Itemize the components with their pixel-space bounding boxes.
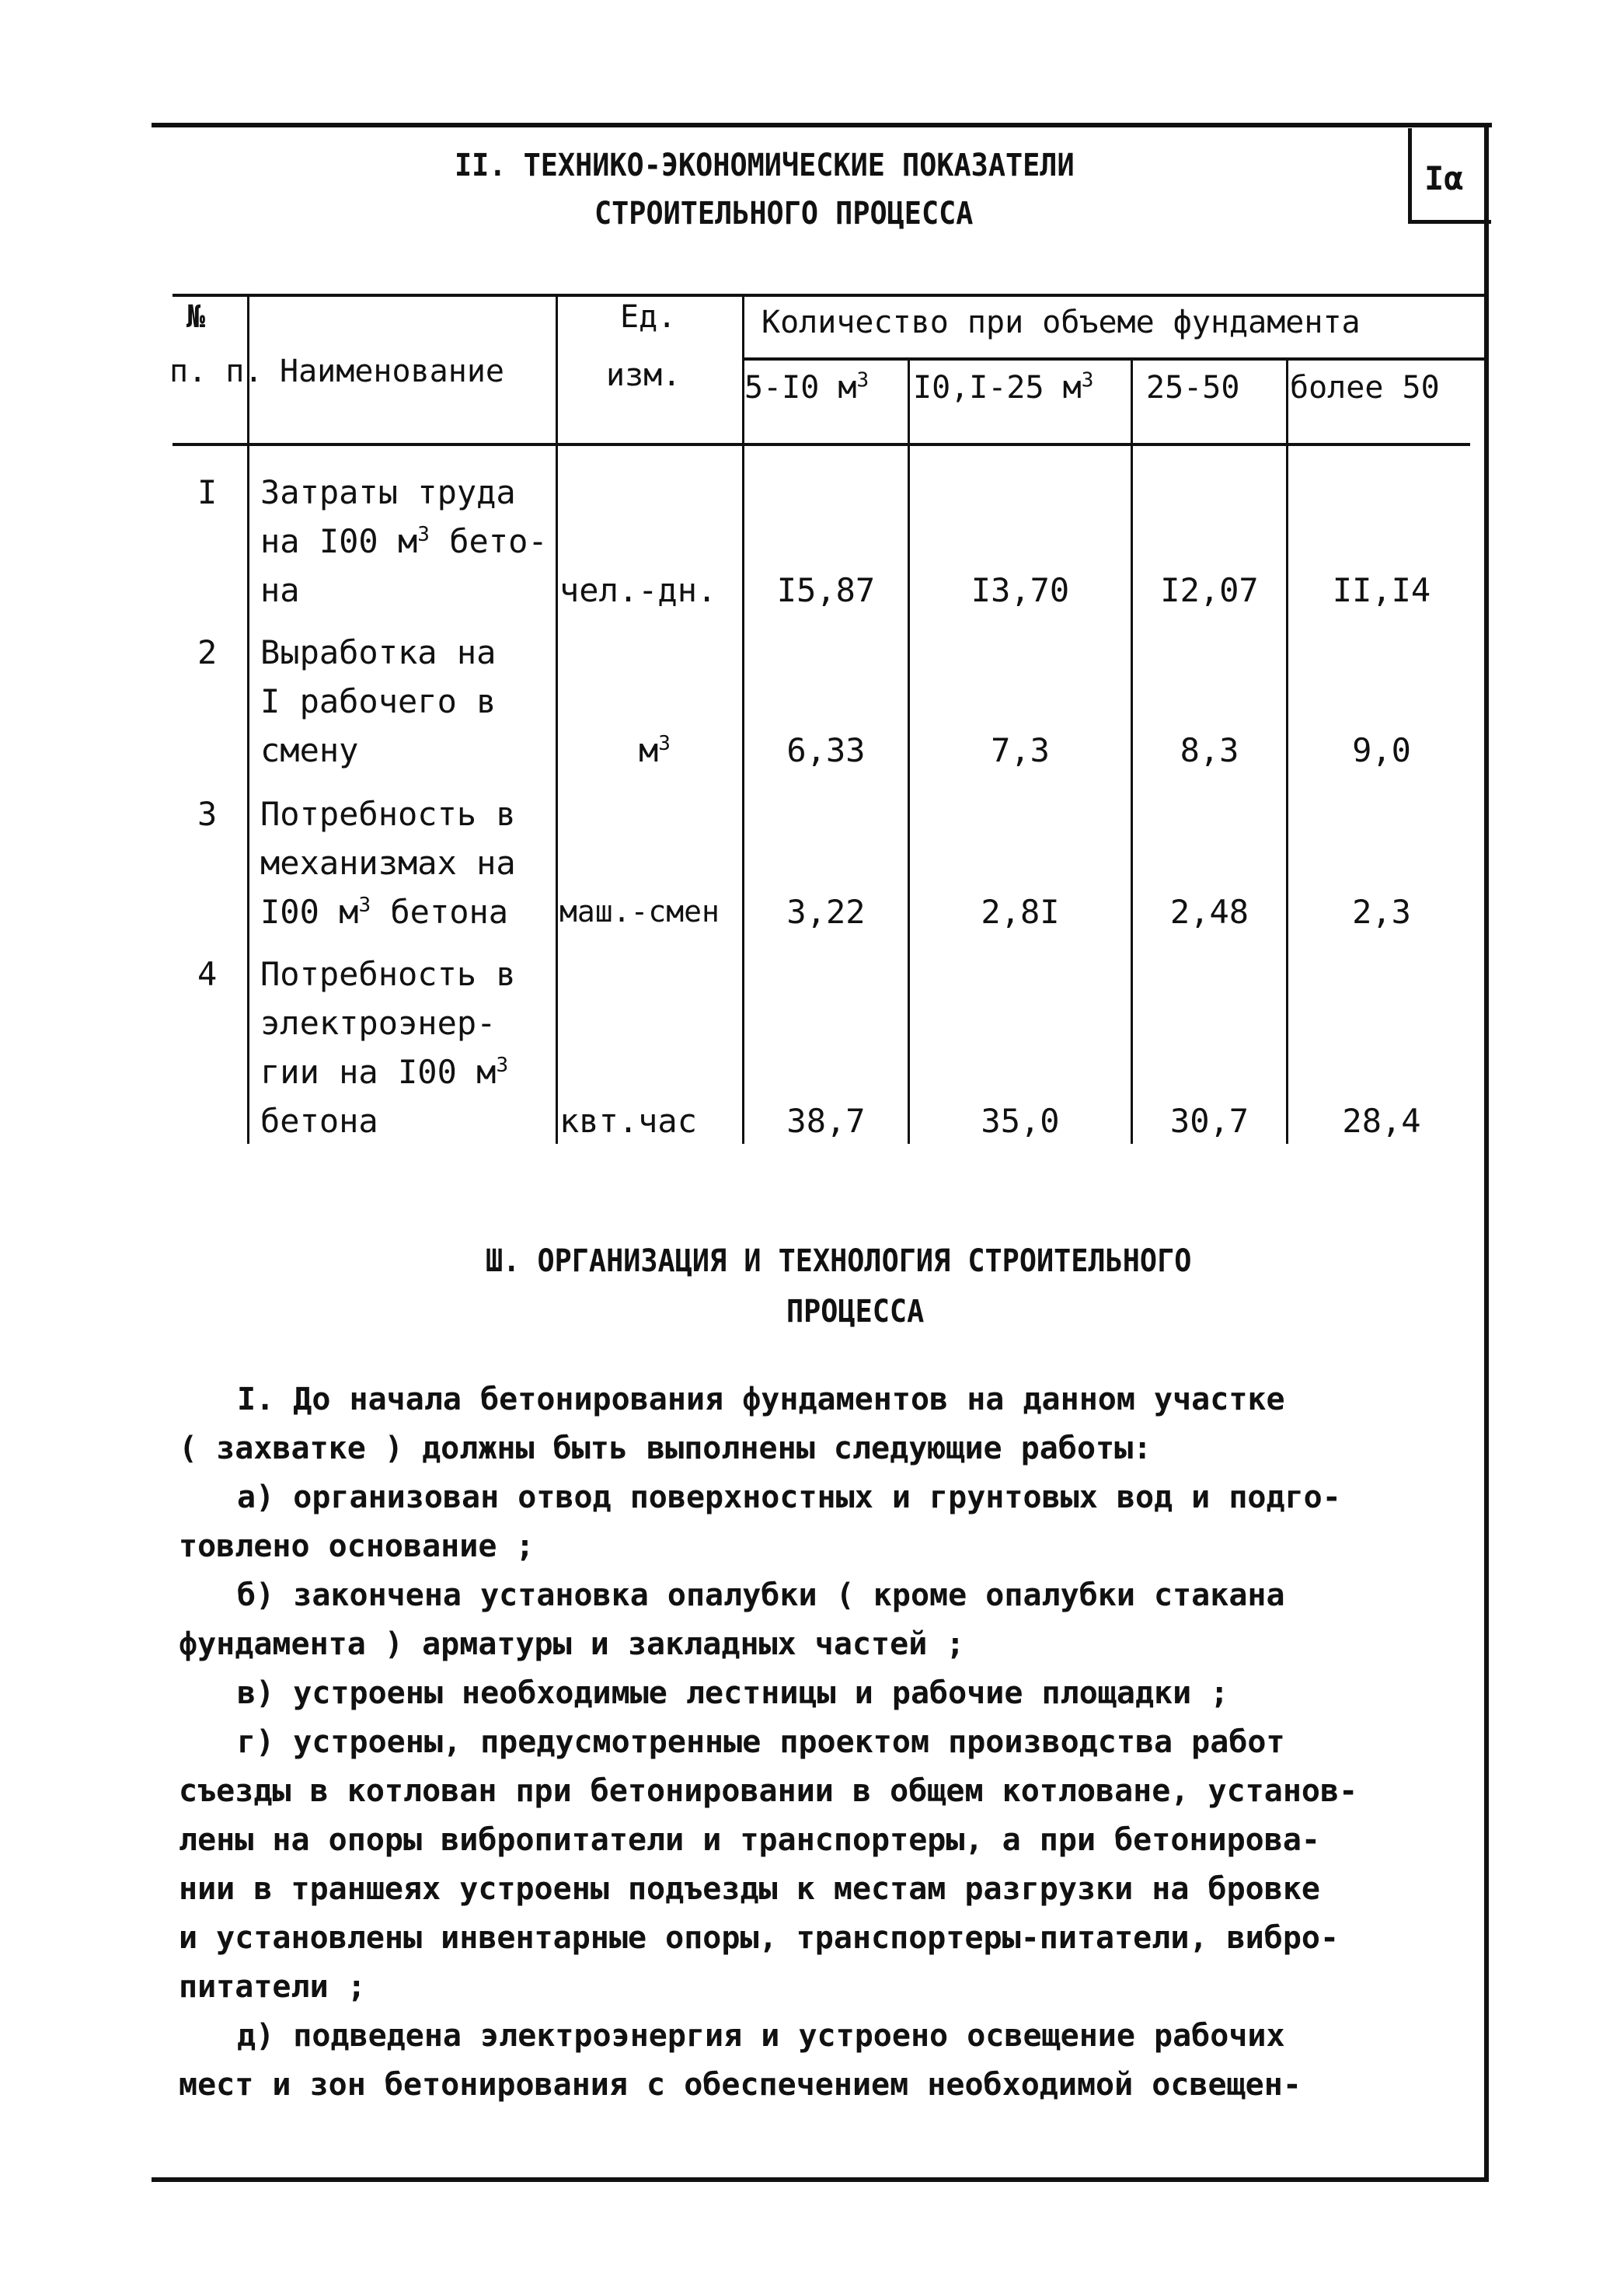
row-num: 2 xyxy=(197,633,218,671)
row-unit: квт.час xyxy=(559,1102,698,1140)
header-col4: более 50 xyxy=(1290,370,1440,406)
row-value: 28,4 xyxy=(1342,1102,1421,1140)
row-unit: маш.-смен xyxy=(559,894,720,929)
sheet-number: Iα xyxy=(1424,159,1464,197)
row-unit: чел.-дн. xyxy=(559,571,717,609)
section3-line: г) устроены, предусмотренные проектом производства работ xyxy=(237,1724,1285,1760)
row-num: 3 xyxy=(197,795,218,833)
section3-line: нии в траншеях устроены подъезды к местам разгрузки на бровке xyxy=(179,1871,1321,1907)
top-border xyxy=(152,123,1492,127)
row-value: 8,3 xyxy=(1180,731,1239,769)
section3-line: в) устроены необходимые лестницы и рабочие площадки ; xyxy=(237,1675,1229,1711)
row-value: II,I4 xyxy=(1332,571,1431,609)
row-value: I2,07 xyxy=(1160,571,1259,609)
row-value: 2,8I xyxy=(981,893,1060,931)
row-name-line: электроэнер- xyxy=(260,1004,497,1042)
section3-line: мест и зон бетонирования с обеспечением необходимой освещен- xyxy=(179,2067,1302,2103)
row-name-line: смену xyxy=(260,731,359,769)
row-num: I xyxy=(197,473,218,511)
section3-line: съезды в котлован при бетонировании в общем котловане, установ- xyxy=(179,1773,1358,1809)
col-rule-3 xyxy=(742,297,744,1144)
table-header-bottom-rule xyxy=(173,443,1470,446)
bottom-border xyxy=(152,2177,1488,2182)
row-value: 9,0 xyxy=(1352,731,1411,769)
row-value: I5,87 xyxy=(776,571,876,609)
col-rule-1 xyxy=(247,297,249,1144)
section3-line: а) организован отвод поверхностных и грунтовых вод и подго- xyxy=(237,1480,1341,1515)
header-name: Наименование xyxy=(280,354,504,389)
section3-line: лены на опоры вибропитатели и транспортеры, а при бетонирова- xyxy=(179,1822,1321,1858)
row-value: 6,33 xyxy=(786,731,866,769)
row-name-line: на I00 $м^3$ бето- xyxy=(260,522,548,560)
row-name-line: Потребность в xyxy=(260,955,516,993)
header-num-line1: № xyxy=(186,299,206,335)
section3-line: питатели ; xyxy=(179,1969,366,2005)
section3-line: б) закончена установка опалубки ( кроме опалубки стакана xyxy=(237,1577,1285,1613)
section3-line: I. До начала бетонирования фундаментов на данном участке xyxy=(237,1382,1285,1417)
row-name-line: Затраты труда xyxy=(260,473,516,511)
row-value: 3,22 xyxy=(786,893,866,931)
row-name-line: Выработка на xyxy=(260,633,497,671)
row-value: I3,70 xyxy=(971,571,1070,609)
table-top-rule xyxy=(173,294,1487,297)
row-name-line: бетона xyxy=(260,1102,378,1140)
header-col1: 5-I0 $м^3$ xyxy=(744,368,870,406)
section3-line: ( захватке ) должны быть выполнены следующие работы: xyxy=(179,1431,1152,1466)
col-rule-2 xyxy=(556,297,558,1144)
row-unit: $м^3$ xyxy=(639,731,671,769)
sheet-number-box xyxy=(1408,128,1491,224)
header-unit-line1: Ед. xyxy=(620,299,677,335)
section3-line: и установлены инвентарные опоры, транспортеры-питатели, вибро- xyxy=(179,1920,1340,1956)
section3-line: фундамента ) арматуры и закладных частей ; xyxy=(179,1626,965,1662)
header-col2: I0,I-25 $м^3$ xyxy=(913,368,1094,406)
section3-line: товлено основание ; xyxy=(179,1528,535,1564)
section2-title-line1: II. ТЕХНИКО-ЭКОНОМИЧЕСКИЕ ПОКАЗАТЕЛИ xyxy=(455,148,1075,183)
header-quantity: Количество при объеме фундамента xyxy=(761,305,1361,340)
row-name-line: на xyxy=(260,571,300,609)
section3-title-line1: Ш. ОРГАНИЗАЦИЯ И ТЕХНОЛОГИЯ СТРОИТЕЛЬНОГО xyxy=(486,1243,1192,1279)
row-value: 7,3 xyxy=(991,731,1050,769)
row-value: 30,7 xyxy=(1169,1102,1249,1140)
right-border xyxy=(1484,123,1489,2182)
row-name-line: механизмах на xyxy=(260,844,516,882)
row-name-line: I00 $м^3$ бетона xyxy=(260,893,509,931)
section2-title-line2: СТРОИТЕЛЬНОГО ПРОЦЕССА xyxy=(594,196,974,232)
row-name-line: Потребность в xyxy=(260,795,516,833)
header-unit-line2: изм. xyxy=(606,357,681,393)
section3-title-line2: ПРОЦЕССА xyxy=(786,1294,925,1330)
row-num: 4 xyxy=(197,955,218,993)
row-name-line: I рабочего в xyxy=(260,682,497,720)
row-value: 2,3 xyxy=(1352,893,1411,931)
row-value: 35,0 xyxy=(981,1102,1060,1140)
section3-line: д) подведена электроэнергия и устроено освещение рабочих xyxy=(237,2018,1285,2054)
header-col3: 25-50 xyxy=(1146,370,1240,406)
header-num-line2: п. п. xyxy=(169,354,263,389)
row-name-line: гии на I00 $м^3$ xyxy=(260,1053,509,1091)
table-subheader-rule xyxy=(742,357,1484,361)
row-value: 38,7 xyxy=(786,1102,866,1140)
row-value: 2,48 xyxy=(1169,893,1249,931)
